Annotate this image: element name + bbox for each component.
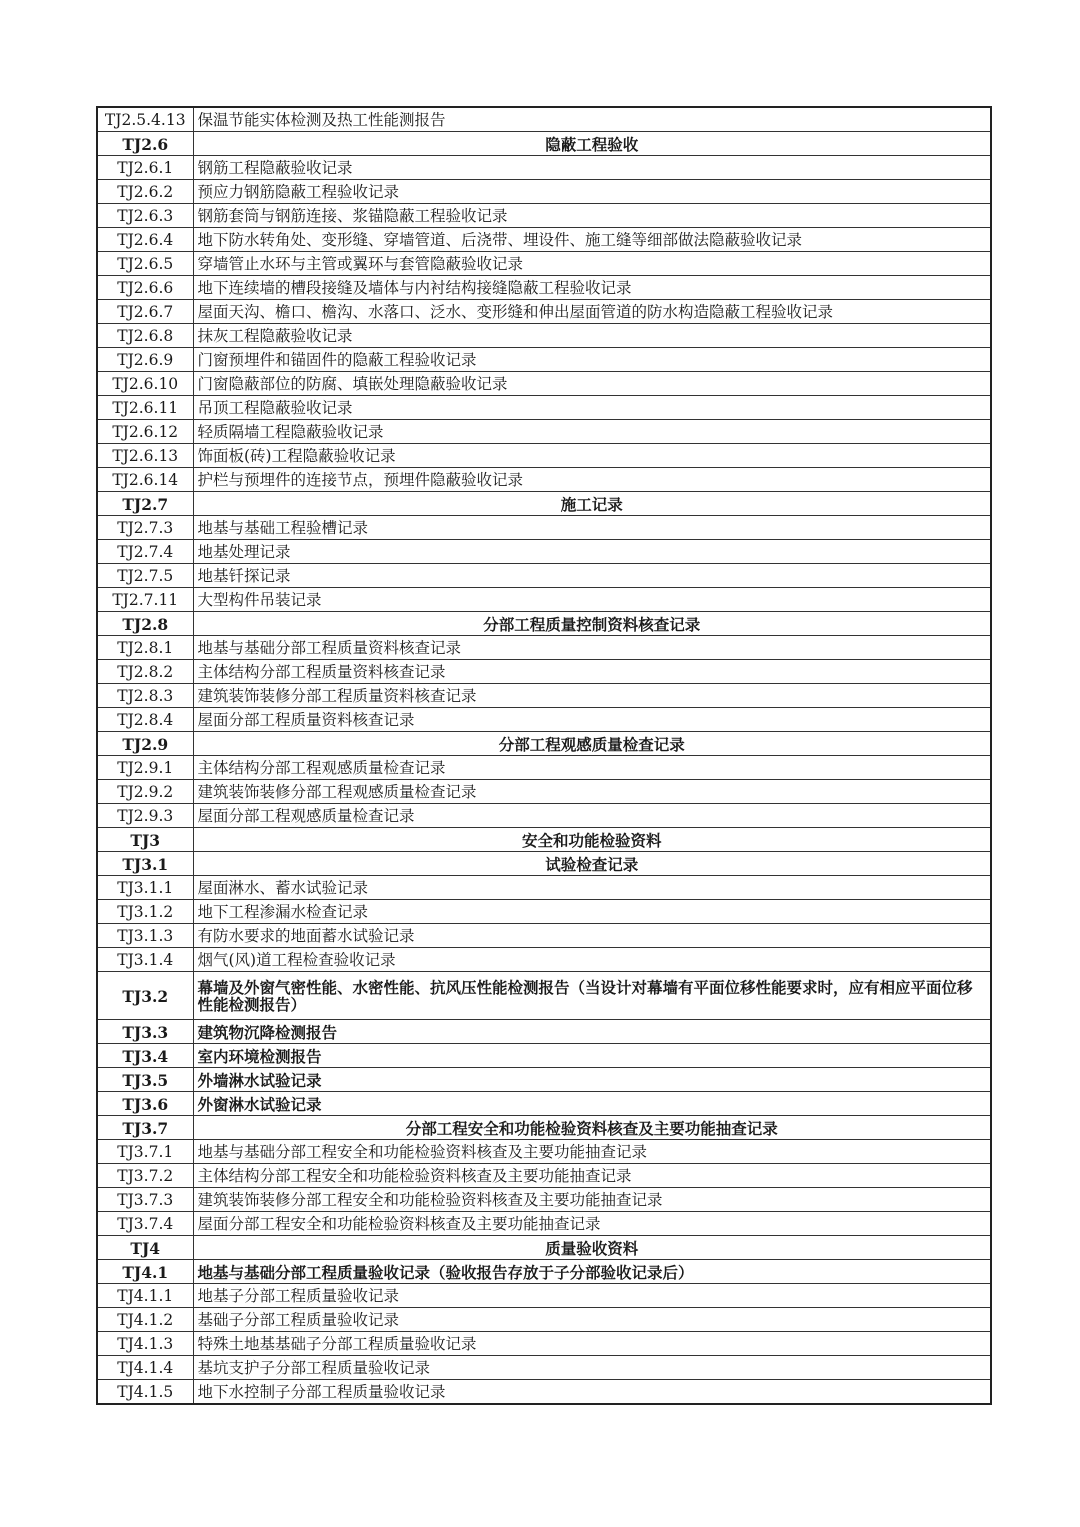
row-code: TJ4.1.1 [97,1284,193,1308]
table-row [97,1044,991,1068]
row-title: 保温节能实体检测及热工性能测报告 [193,107,991,132]
row-code: TJ3.5 [97,1068,193,1092]
row-code: TJ3.7 [97,1116,193,1140]
row-title: 主体结构分部工程安全和功能检验资料核查及主要功能抽查记录 [193,1164,991,1188]
row-title: 建筑装饰装修分部工程质量资料核查记录 [193,684,991,708]
row-code: TJ2.7.4 [97,540,193,564]
row-code: TJ2.6.13 [97,444,193,468]
row-code: TJ4.1 [97,1260,193,1284]
row-code: TJ3.6 [97,1092,193,1116]
table-row [97,612,991,636]
row-code: TJ3.3 [97,1020,193,1044]
table-row [97,1188,991,1212]
row-code: TJ3.1.4 [97,948,193,972]
row-title: 有防水要求的地面蓄水试验记录 [193,924,991,948]
table-row [97,132,991,156]
table-row [97,1332,991,1356]
table-row [97,1164,991,1188]
table-row [97,468,991,492]
table-row [97,660,991,684]
table-row [97,900,991,924]
row-title: 钢筋套筒与钢筋连接、浆锚隐蔽工程验收记录 [193,204,991,228]
table-row [97,1284,991,1308]
table-row [97,156,991,180]
row-code: TJ2.8.4 [97,708,193,732]
section-title: 分部工程安全和功能检验资料核查及主要功能抽查记录 [193,1116,991,1140]
table-row [97,1260,991,1284]
row-title: 幕墙及外窗气密性能、水密性能、抗风压性能检测报告（当设计对幕墙有平面位移性能要求时，应有相应平面位移性能检测报告） [193,972,991,1020]
table-row [97,948,991,972]
table-row [97,324,991,348]
row-title: 烟气(风)道工程检查验收记录 [193,948,991,972]
table-row [97,1356,991,1380]
row-code: TJ2.8.3 [97,684,193,708]
row-title: 地下工程渗漏水检查记录 [193,900,991,924]
table-row [97,1116,991,1140]
row-code: TJ2.7.3 [97,516,193,540]
row-title: 门窗隐蔽部位的防腐、填嵌处理隐蔽验收记录 [193,372,991,396]
row-title: 建筑装饰装修分部工程安全和功能检验资料核查及主要功能抽查记录 [193,1188,991,1212]
row-code: TJ2.6.11 [97,396,193,420]
row-code: TJ2.8.2 [97,660,193,684]
table-row [97,204,991,228]
table-row [97,852,991,876]
row-title: 屋面分部工程安全和功能检验资料核查及主要功能抽查记录 [193,1212,991,1236]
section-title: 分部工程观感质量检查记录 [193,732,991,756]
row-code: TJ3.1.1 [97,876,193,900]
table-row [97,107,991,132]
row-title: 建筑物沉降检测报告 [193,1020,991,1044]
row-code: TJ4.1.5 [97,1380,193,1405]
table-row [97,444,991,468]
table-row [97,252,991,276]
section-title: 安全和功能检验资料 [193,828,991,852]
row-code: TJ2.6.14 [97,468,193,492]
row-title: 屋面淋水、蓄水试验记录 [193,876,991,900]
row-code: TJ4.1.4 [97,1356,193,1380]
row-code: TJ3.7.4 [97,1212,193,1236]
table-row [97,1380,991,1405]
table-row [97,372,991,396]
section-title: 质量验收资料 [193,1236,991,1260]
table-row [97,1236,991,1260]
row-code: TJ4 [97,1236,193,1260]
row-title: 屋面分部工程质量资料核查记录 [193,708,991,732]
row-title: 外窗淋水试验记录 [193,1092,991,1116]
row-code: TJ2.6.4 [97,228,193,252]
row-code: TJ3.7.3 [97,1188,193,1212]
row-title: 穿墙管止水环与主管或翼环与套管隐蔽验收记录 [193,252,991,276]
table-row [97,420,991,444]
table-row [97,1068,991,1092]
row-title: 室内环境检测报告 [193,1044,991,1068]
row-title: 地下连续墙的槽段接缝及墙体与内衬结构接缝隐蔽工程验收记录 [193,276,991,300]
row-code: TJ3.4 [97,1044,193,1068]
row-title: 特殊土地基基础子分部工程质量验收记录 [193,1332,991,1356]
table-row [97,1308,991,1332]
row-code: TJ2.6.3 [97,204,193,228]
table-row [97,492,991,516]
row-title: 钢筋工程隐蔽验收记录 [193,156,991,180]
row-title: 轻质隔墙工程隐蔽验收记录 [193,420,991,444]
section-title: 试验检查记录 [193,852,991,876]
table-row [97,300,991,324]
row-title: 基础子分部工程质量验收记录 [193,1308,991,1332]
row-code: TJ2.7.11 [97,588,193,612]
row-title: 门窗预埋件和锚固件的隐蔽工程验收记录 [193,348,991,372]
row-title: 主体结构分部工程观感质量检查记录 [193,756,991,780]
table-row [97,1212,991,1236]
row-code: TJ3.1.3 [97,924,193,948]
row-title: 地基与基础分部工程安全和功能检验资料核查及主要功能抽查记录 [193,1140,991,1164]
table-row [97,876,991,900]
table-row [97,276,991,300]
row-title: 主体结构分部工程质量资料核查记录 [193,660,991,684]
table-row [97,228,991,252]
row-code: TJ2.6.2 [97,180,193,204]
table-row [97,708,991,732]
row-code: TJ2.5.4.13 [97,107,193,132]
row-code: TJ3 [97,828,193,852]
table-row [97,1092,991,1116]
row-title: 预应力钢筋隐蔽工程验收记录 [193,180,991,204]
row-title: 地基与基础分部工程质量验收记录（验收报告存放于子分部验收记录后） [193,1260,991,1284]
table-body [97,107,991,1404]
row-title: 大型构件吊装记录 [193,588,991,612]
table-row [97,348,991,372]
row-code: TJ2.6.10 [97,372,193,396]
row-code: TJ2.8 [97,612,193,636]
table-row [97,972,991,1020]
row-code: TJ2.9 [97,732,193,756]
row-title: 地下防水转角处、变形缝、穿墙管道、后浇带、埋设件、施工缝等细部做法隐蔽验收记录 [193,228,991,252]
row-code: TJ4.1.2 [97,1308,193,1332]
table-row [97,804,991,828]
row-title: 抹灰工程隐蔽验收记录 [193,324,991,348]
table-row [97,756,991,780]
table-row [97,828,991,852]
row-code: TJ2.7.5 [97,564,193,588]
row-title: 地基与基础分部工程质量资料核查记录 [193,636,991,660]
table-row [97,780,991,804]
table-row [97,732,991,756]
row-title: 屋面分部工程观感质量检查记录 [193,804,991,828]
table-row [97,684,991,708]
row-code: TJ2.9.3 [97,804,193,828]
row-title: 护栏与预埋件的连接节点，预埋件隐蔽验收记录 [193,468,991,492]
section-title: 分部工程质量控制资料核查记录 [193,612,991,636]
row-title: 地基子分部工程质量验收记录 [193,1284,991,1308]
section-title: 隐蔽工程验收 [193,132,991,156]
row-title: 基坑支护子分部工程质量验收记录 [193,1356,991,1380]
table-row [97,924,991,948]
row-title: 外墙淋水试验记录 [193,1068,991,1092]
row-code: TJ4.1.3 [97,1332,193,1356]
row-code: TJ3.7.1 [97,1140,193,1164]
table-row [97,540,991,564]
row-code: TJ2.9.1 [97,756,193,780]
row-code: TJ2.6.12 [97,420,193,444]
row-code: TJ2.6.6 [97,276,193,300]
row-code: TJ2.9.2 [97,780,193,804]
table-row [97,1140,991,1164]
row-code: TJ2.6.1 [97,156,193,180]
row-code: TJ2.6.7 [97,300,193,324]
row-title: 地基与基础工程验槽记录 [193,516,991,540]
table-row [97,180,991,204]
row-title: 吊顶工程隐蔽验收记录 [193,396,991,420]
archive-index-table [96,106,992,1405]
table-row [97,516,991,540]
section-title: 施工记录 [193,492,991,516]
table-row [97,564,991,588]
row-code: TJ2.6.9 [97,348,193,372]
row-code: TJ3.1 [97,852,193,876]
row-title: 地基处理记录 [193,540,991,564]
row-title: 地基钎探记录 [193,564,991,588]
row-code: TJ2.7 [97,492,193,516]
row-code: TJ2.6.5 [97,252,193,276]
row-title: 建筑装饰装修分部工程观感质量检查记录 [193,780,991,804]
row-code: TJ2.6.8 [97,324,193,348]
row-title: 饰面板(砖)工程隐蔽验收记录 [193,444,991,468]
table-row [97,588,991,612]
table-row [97,1020,991,1044]
table-row [97,636,991,660]
row-code: TJ3.1.2 [97,900,193,924]
row-code: TJ3.2 [97,972,193,1020]
row-title: 地下水控制子分部工程质量验收记录 [193,1380,991,1405]
table-row [97,396,991,420]
row-code: TJ2.8.1 [97,636,193,660]
row-code: TJ2.6 [97,132,193,156]
row-code: TJ3.7.2 [97,1164,193,1188]
row-title: 屋面天沟、檐口、檐沟、水落口、泛水、变形缝和伸出屋面管道的防水构造隐蔽工程验收记录 [193,300,991,324]
